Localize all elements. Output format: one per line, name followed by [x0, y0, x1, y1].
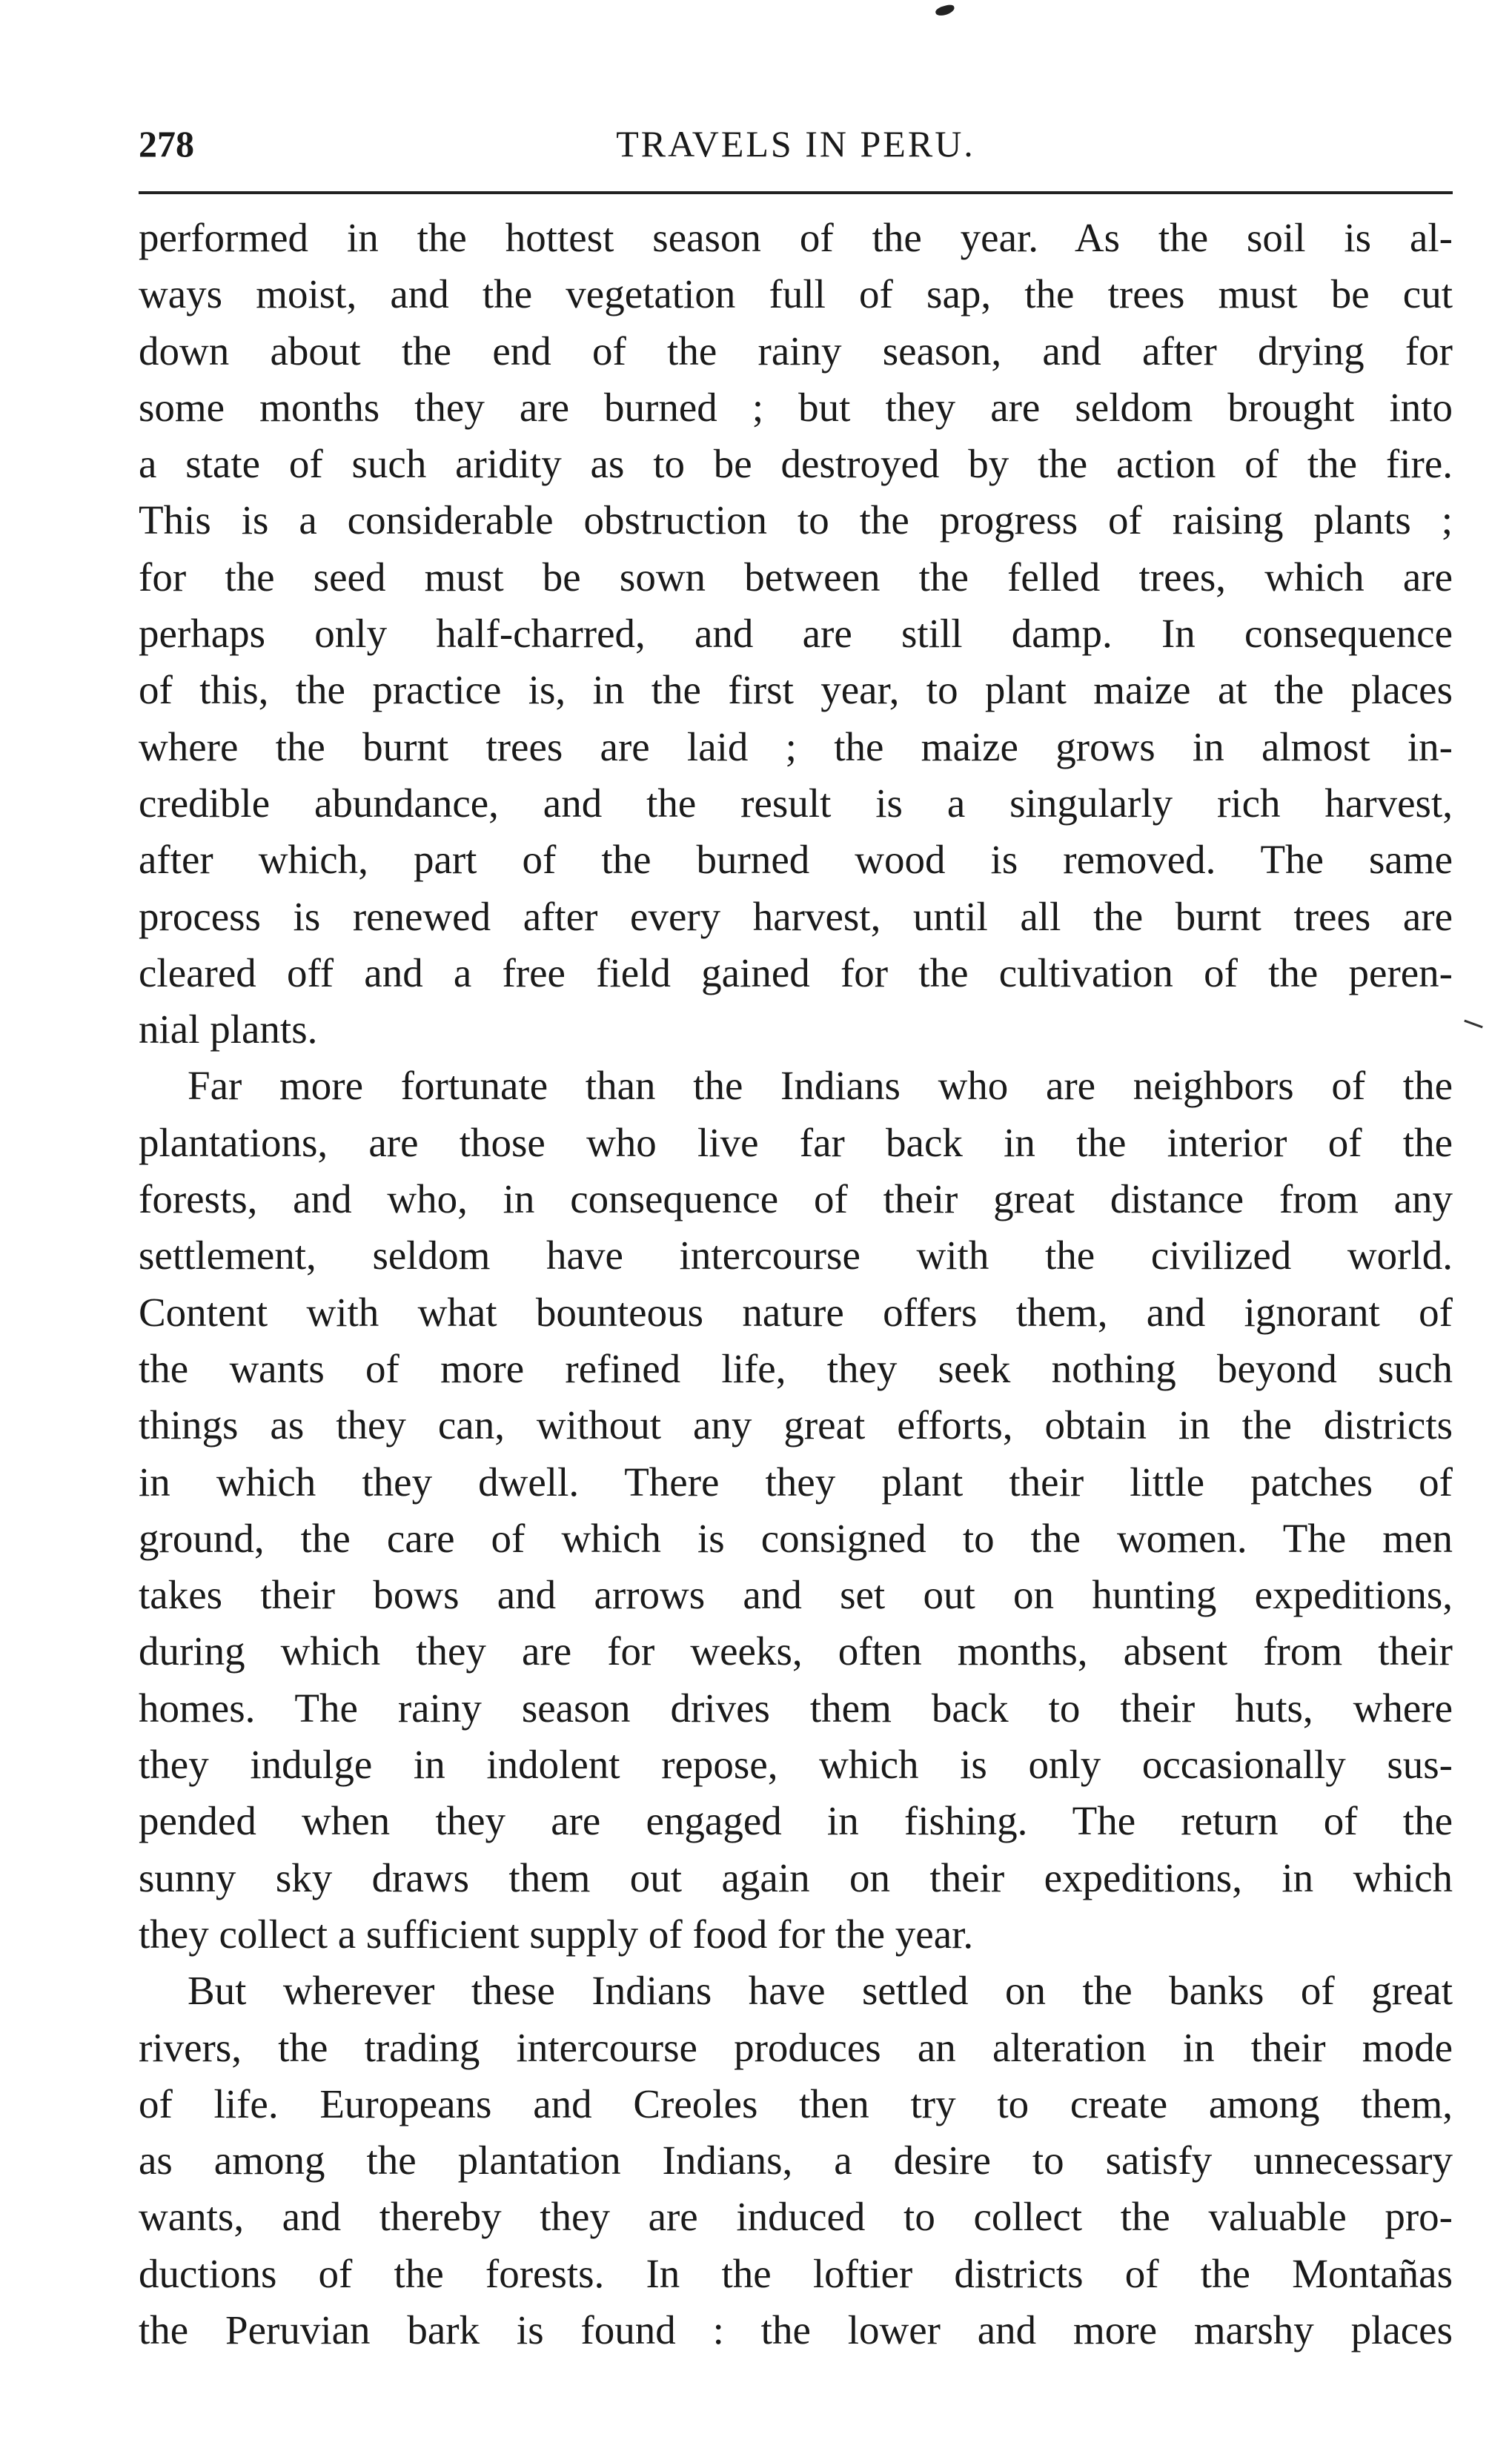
text-line: ways moist, and the vegetation full of sap, the trees must be cut: [139, 271, 1453, 317]
text-line: pended when they are engaged in fishing. The return of the: [139, 1798, 1453, 1844]
text-line: plantations, are those who live far back in the interior of the: [139, 1119, 1453, 1165]
text-line: rivers, the trading intercourse produces an alteration in their mode: [139, 2024, 1453, 2070]
text-line: sunny sky draws them out again on their expeditions, in which: [139, 1854, 1453, 1900]
ink-blot: [935, 4, 955, 17]
text-line: ductions of the forests. In the loftier districts of the Montañas: [139, 2250, 1453, 2296]
text-line: some months they are burned ; but they are seldom brought into: [139, 384, 1453, 430]
text-line: for the seed must be sown between the felled trees, which are: [139, 554, 1453, 600]
text-line: ground, the care of which is consigned to the women. The men: [139, 1515, 1453, 1561]
paragraph: [139, 1058, 1453, 1963]
text-line: takes their bows and arrows and set out on hunting expeditions,: [139, 1572, 1453, 1618]
text-line: performed in the hottest season of the year. As the soil is al-: [139, 215, 1453, 260]
text-line: where the burnt trees are laid ; the maize grows in almost in-: [139, 723, 1453, 769]
text-line: they collect a sufficient supply of food for the year.: [139, 1911, 974, 1957]
header-rule: [139, 191, 1453, 194]
text-line: Far more fortunate than the Indians who are neighbors of the: [188, 1063, 1453, 1109]
text-line: in which they dwell. There they plant their little patches of: [139, 1459, 1453, 1505]
text-line: forests, and who, in consequence of their great distance from any: [139, 1176, 1453, 1222]
text-line: nial plants.: [139, 1007, 318, 1052]
text-line: as among the plantation Indians, a desire to satisfy unnecessary: [139, 2138, 1453, 2184]
text-line: wants, and thereby they are induced to collect the valuable pro-: [139, 2194, 1453, 2240]
text-line: a state of such aridity as to be destroyed by the action of the fire.: [139, 441, 1453, 487]
text-line: down about the end of the rainy season, and after drying for: [139, 328, 1453, 374]
text-line: Content with what bounteous nature offers them, and ignorant of: [139, 1289, 1453, 1335]
text-line: But wherever these Indians have settled on the banks of great: [188, 1968, 1453, 2014]
page-number: 278: [139, 123, 194, 165]
text-line: settlement, seldom have intercourse with the civilized world.: [139, 1233, 1453, 1279]
text-line: of life. Europeans and Creoles then try to create among them,: [139, 2080, 1453, 2126]
text-line: the Peruvian bark is found : the lower and more marshy places: [139, 2307, 1453, 2353]
text-line: of this, the practice is, in the first year, to plant maize at the places: [139, 667, 1453, 713]
text-line: they indulge in indolent repose, which is only occasionally sus-: [139, 1742, 1453, 1788]
paragraph: [139, 210, 1453, 1058]
text-line: things as they can, without any great efforts, obtain in the districts: [139, 1402, 1453, 1448]
text-line: perhaps only half-charred, and are still damp. In consequence: [139, 611, 1453, 657]
text-line: the wants of more refined life, they seek nothing beyond such: [139, 1345, 1453, 1391]
running-title: TRAVELS IN PERU.: [616, 123, 975, 165]
page-body: [139, 210, 1453, 2358]
page-header: [139, 122, 1453, 174]
text-line: process is renewed after every harvest, until all the burnt trees are: [139, 893, 1453, 939]
text-line: during which they are for weeks, often months, absent from their: [139, 1628, 1453, 1674]
text-line: after which, part of the burned wood is removed. The same: [139, 837, 1453, 883]
text-line: homes. The rainy season drives them back to their huts, where: [139, 1685, 1453, 1731]
text-line: cleared off and a free field gained for the cultivation of the peren-: [139, 949, 1453, 995]
margin-mark: [1464, 1020, 1482, 1029]
text-line: This is a considerable obstruction to the progress of raising plants ;: [139, 497, 1453, 543]
paragraph: [139, 1963, 1453, 2358]
text-line: credible abundance, and the result is a singularly rich harvest,: [139, 780, 1453, 826]
